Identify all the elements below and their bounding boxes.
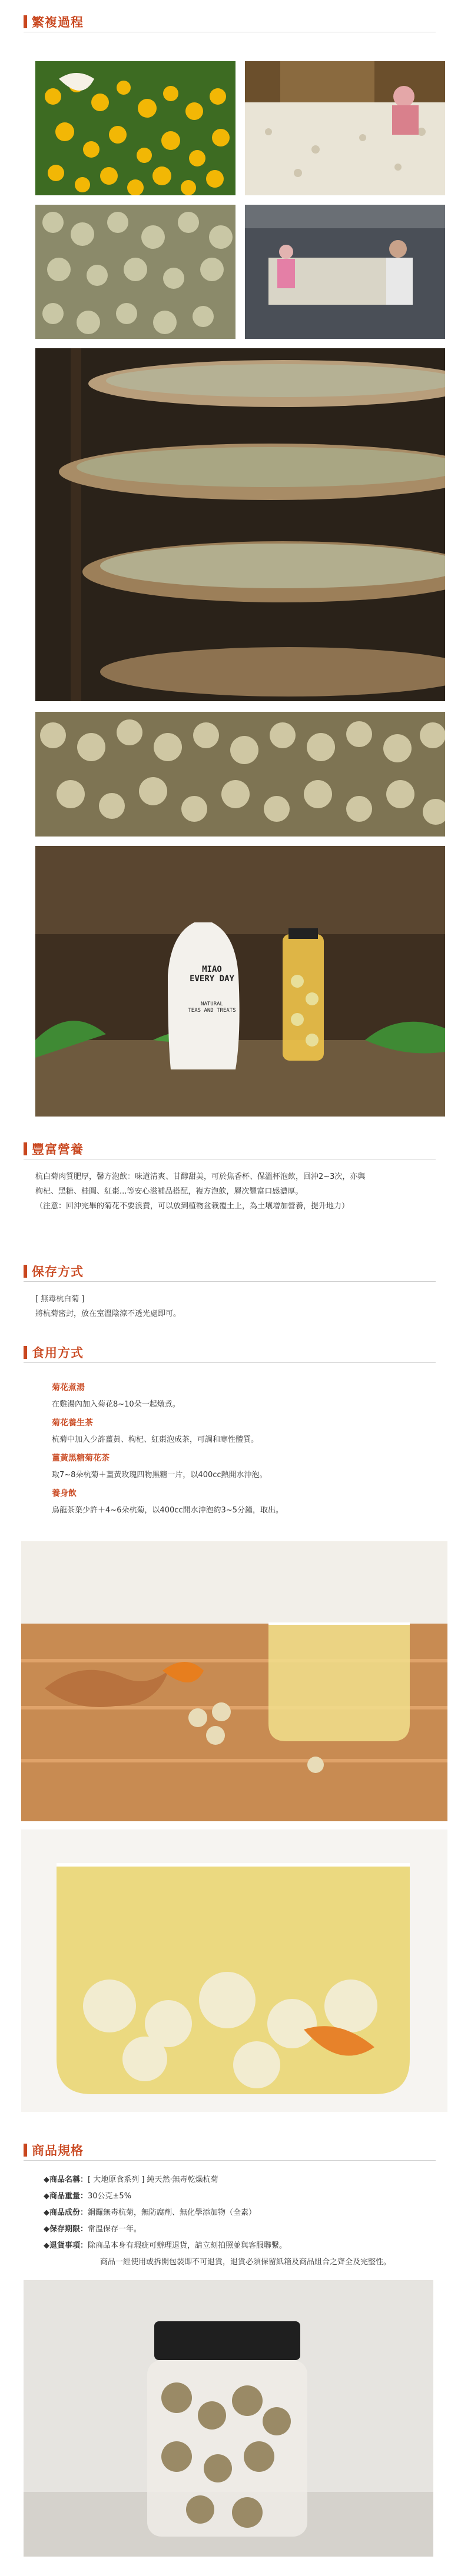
photo-tea-with-turmeric: [21, 1541, 447, 1821]
section-marker: [24, 2144, 27, 2157]
spec-value: 常溫保存一年。: [88, 2225, 142, 2234]
photo-dried-chrysanthemum-pile: [35, 712, 445, 837]
section-nutrition-header: [24, 1141, 436, 1159]
spec-row-continued: [100, 2255, 391, 2267]
photo-workers-sorting: [245, 205, 445, 339]
spec-label: ◆商品重量：: [44, 2192, 88, 2201]
section-specs-header: [24, 2142, 436, 2161]
usage-item-desc: 在雞湯內加入菊花8~10朵一起燉煮。: [52, 1400, 180, 1409]
photo-bamboo-drying-racks: [35, 348, 445, 701]
section-marker: [24, 1346, 27, 1359]
section-process-header: [24, 14, 436, 32]
section-marker: [24, 1265, 27, 1278]
usage-item-title: 菊花養生茶: [52, 1418, 93, 1428]
spec-label: ◆商品成份：: [44, 2208, 88, 2217]
bag-print: [177, 965, 247, 1014]
bag-brand-line: EVERY DAY: [190, 974, 234, 984]
usage-item-title: 菊花煮湯: [52, 1383, 85, 1392]
spec-label: ◆商品名稱：: [44, 2175, 88, 2184]
usage-item-title: 薑黃黑糖菊花茶: [52, 1454, 110, 1463]
spec-row: [44, 2206, 256, 2217]
section-title: 食用方式: [32, 1346, 84, 1360]
bag-subtext: TEAS AND TREATS: [188, 1008, 236, 1014]
photo-chrysanthemum-picking: [35, 61, 236, 195]
section-storage-header: [24, 1264, 436, 1282]
spec-label: ◆退貨事項：: [44, 2241, 88, 2250]
nutrition-line: 枸杞、黑糖、桂圓、紅棗...等安心滋補品搭配，複方泡飲，層次豐富口感濃厚。: [35, 1187, 303, 1196]
spec-row: [44, 2239, 287, 2250]
bag-brand-line: MIAO: [202, 965, 222, 974]
spec-value: 商品一經使用或拆開包裝即不可退貨，退貨必須保留紙箱及商品組合之齊全及完整性。: [100, 2258, 392, 2267]
section-marker: [24, 15, 27, 28]
section-title: 商品規格: [32, 2144, 84, 2158]
section-usage-header: [24, 1345, 436, 1363]
spec-row: [44, 2173, 218, 2184]
nutrition-note: （注意：回沖完畢的菊花不要浪費，可以放到植物盆栽覆土上，為土壤增加營養，提升地力）: [35, 1202, 350, 1211]
section-marker: [24, 1142, 27, 1155]
usage-item-desc: 烏龍茶葉少許＋4~6朵杭菊，以400cc開水沖泡約3~5分鐘，取出。: [52, 1506, 283, 1515]
photo-drying-flowers: [245, 61, 445, 195]
storage-text: [35, 1292, 447, 1321]
usage-item-desc: 取7~8朵杭菊＋薑黃玫瑰四物黑糖一片，以400cc熱開水沖泡。: [52, 1471, 267, 1479]
spec-value: [ 大地原食系列 ] 純天然‧無毒乾燥杭菊: [88, 2175, 218, 2184]
spec-value: 30公克±5%: [88, 2192, 132, 2201]
spec-value: 銅鑼無毒杭菊，無防腐劑、無化學添加物（全素）: [88, 2208, 257, 2217]
storage-line: 將杭菊密封，放在室溫陰涼不透光處即可。: [35, 1309, 181, 1318]
photo-tea-glass-closeup: [21, 1829, 447, 2112]
section-title: 豐富營養: [32, 1142, 84, 1157]
usage-item-title: 養身飲: [52, 1489, 77, 1498]
section-title: 繁複過程: [32, 15, 84, 29]
section-title: 保存方式: [32, 1265, 84, 1279]
photo-product-jar: [24, 2280, 433, 2557]
bag-subtext: NATURAL: [201, 1001, 223, 1007]
spec-value: 除商品本身有瑕疵可辦理退貨，請立刻拍照並與客服聯繫。: [88, 2241, 287, 2250]
photo-dried-flowers-closeup: [35, 205, 236, 339]
spec-row: [44, 2222, 141, 2234]
spec-label: ◆保存期限：: [44, 2225, 88, 2234]
nutrition-line: 杭白菊肉質肥厚，馨方泡飲：味道清爽、甘醇甜美，可於焦香杯、保溫杯泡飲，回沖2~3次，亦與: [35, 1172, 366, 1181]
usage-item-desc: 杭菊中加入少許薑黃、枸杞、紅棗泡成茶，可調和寒性體質。: [52, 1435, 259, 1444]
spec-row: [44, 2190, 131, 2201]
nutrition-text: [35, 1169, 447, 1214]
storage-line: [ 無毒杭白菊 ]: [35, 1295, 85, 1304]
